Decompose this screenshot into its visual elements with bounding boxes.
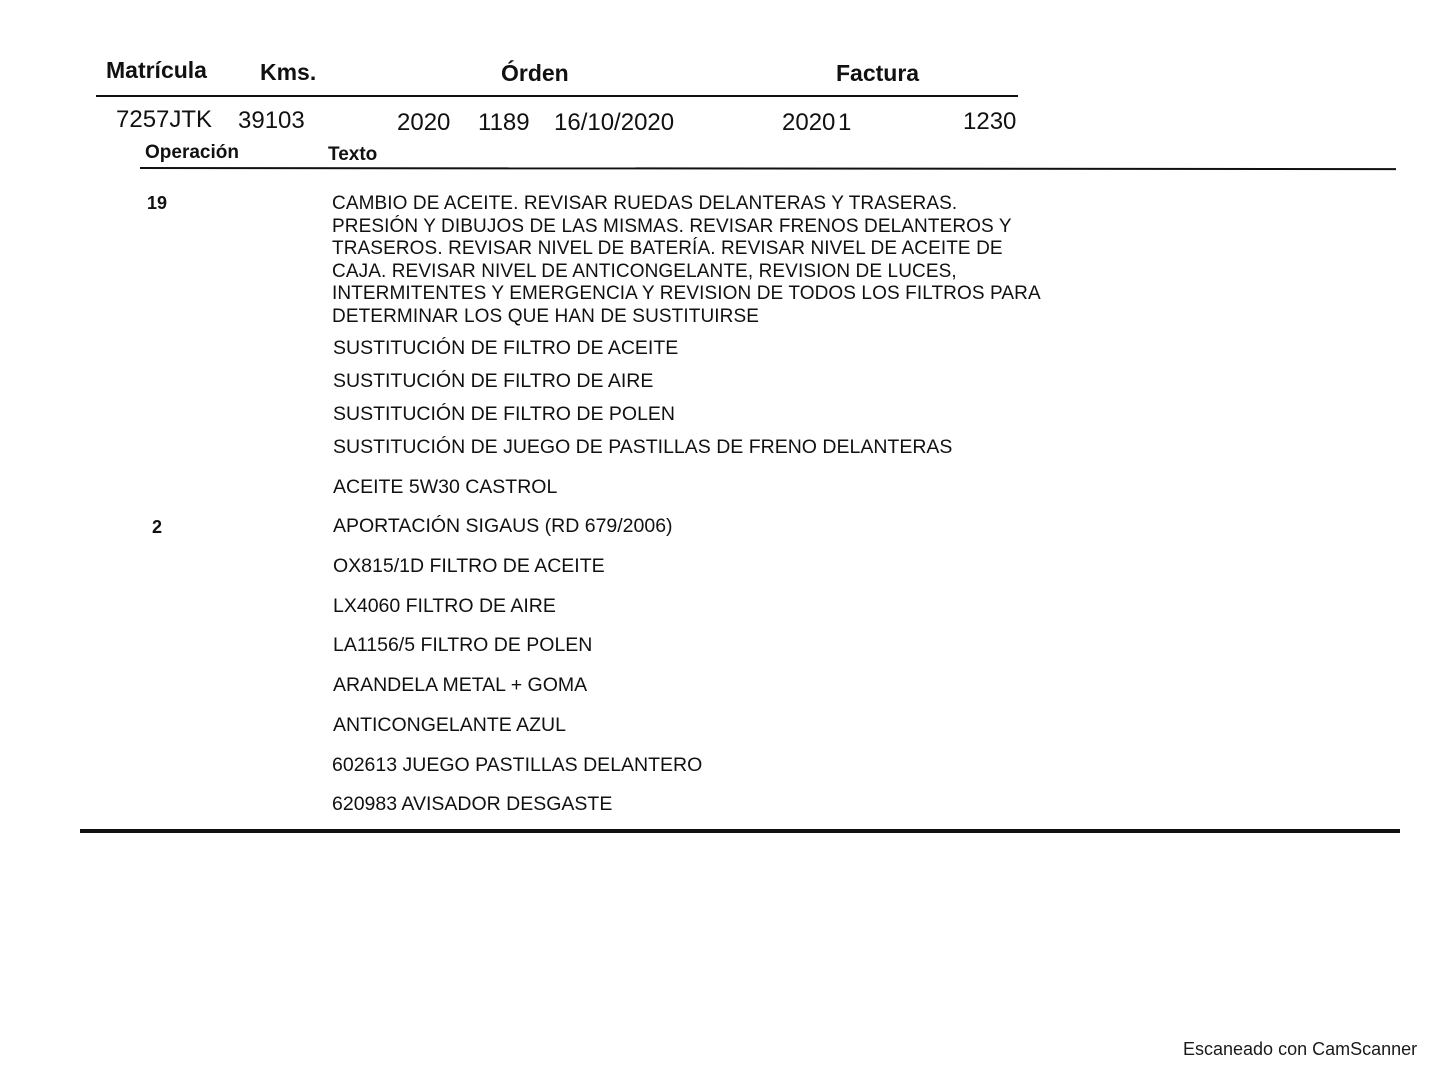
description-line: PRESIÓN Y DIBUJOS DE LAS MISMAS. REVISAR FRENOS DELANTEROS Y	[332, 215, 1012, 237]
value-factura-number: 1230	[963, 108, 1017, 135]
label-matricula: Matrícula	[106, 57, 207, 83]
description-line: DETERMINAR LOS QUE HAN DE SUSTITUIRSE	[332, 305, 760, 327]
value-matricula: 7257JTK	[116, 106, 213, 133]
line-item: SUSTITUCIÓN DE JUEGO DE PASTILLAS DE FRENO DELANTERAS	[333, 436, 953, 458]
value-factura-year: 2020	[782, 109, 836, 136]
line-item: ANTICONGELANTE AZUL	[333, 714, 566, 736]
operation-number: 2	[152, 517, 163, 537]
description-line: CAMBIO DE ACEITE. REVISAR RUEDAS DELANTERAS Y TRASERAS.	[332, 193, 958, 214]
value-kms: 39103	[238, 107, 305, 134]
bottom-divider	[80, 829, 1400, 833]
line-item: ACEITE 5W30 CASTROL	[333, 476, 558, 498]
header-divider	[96, 95, 1018, 97]
line-item: SUSTITUCIÓN DE FILTRO DE AIRE	[333, 370, 654, 392]
value-orden-year: 2020	[397, 109, 451, 136]
line-item: ARANDELA METAL + GOMA	[333, 674, 588, 696]
label-factura: Factura	[836, 60, 920, 86]
line-item: OX815/1D FILTRO DE ACEITE	[333, 555, 605, 577]
value-factura-series: 1	[838, 109, 852, 136]
value-orden-number: 1189	[478, 109, 530, 136]
description-line: TRASEROS. REVISAR NIVEL DE BATERÍA. REVISAR NIVEL DE ACEITE DE	[332, 238, 1003, 259]
description-line: INTERMITENTES Y EMERGENCIA Y REVISION DE TODOS LOS FILTROS PARA	[332, 283, 1041, 304]
line-item: SUSTITUCIÓN DE FILTRO DE POLEN	[333, 403, 676, 425]
column-divider	[140, 167, 1396, 170]
column-operacion: Operación	[145, 142, 239, 163]
operation-description	[332, 193, 1041, 328]
operation-number: 19	[147, 193, 168, 213]
line-item: LX4060 FILTRO DE AIRE	[333, 595, 556, 617]
line-item: 602613 JUEGO PASTILLAS DELANTERO	[332, 754, 703, 776]
column-texto: Texto	[328, 144, 378, 165]
value-orden-date: 16/10/2020	[554, 109, 675, 136]
label-kms: Kms.	[260, 59, 317, 85]
line-item: 620983 AVISADOR DESGASTE	[332, 793, 613, 815]
line-item: APORTACIÓN SIGAUS (RD 679/2006)	[333, 515, 673, 537]
scanner-watermark: Escaneado con CamScanner	[1183, 1039, 1418, 1059]
label-orden: Órden	[501, 60, 569, 86]
line-item: SUSTITUCIÓN DE FILTRO DE ACEITE	[333, 337, 679, 359]
description-line: CAJA. REVISAR NIVEL DE ANTICONGELANTE, REVISION DE LUCES,	[332, 260, 957, 282]
line-item: LA1156/5 FILTRO DE POLEN	[333, 634, 593, 656]
